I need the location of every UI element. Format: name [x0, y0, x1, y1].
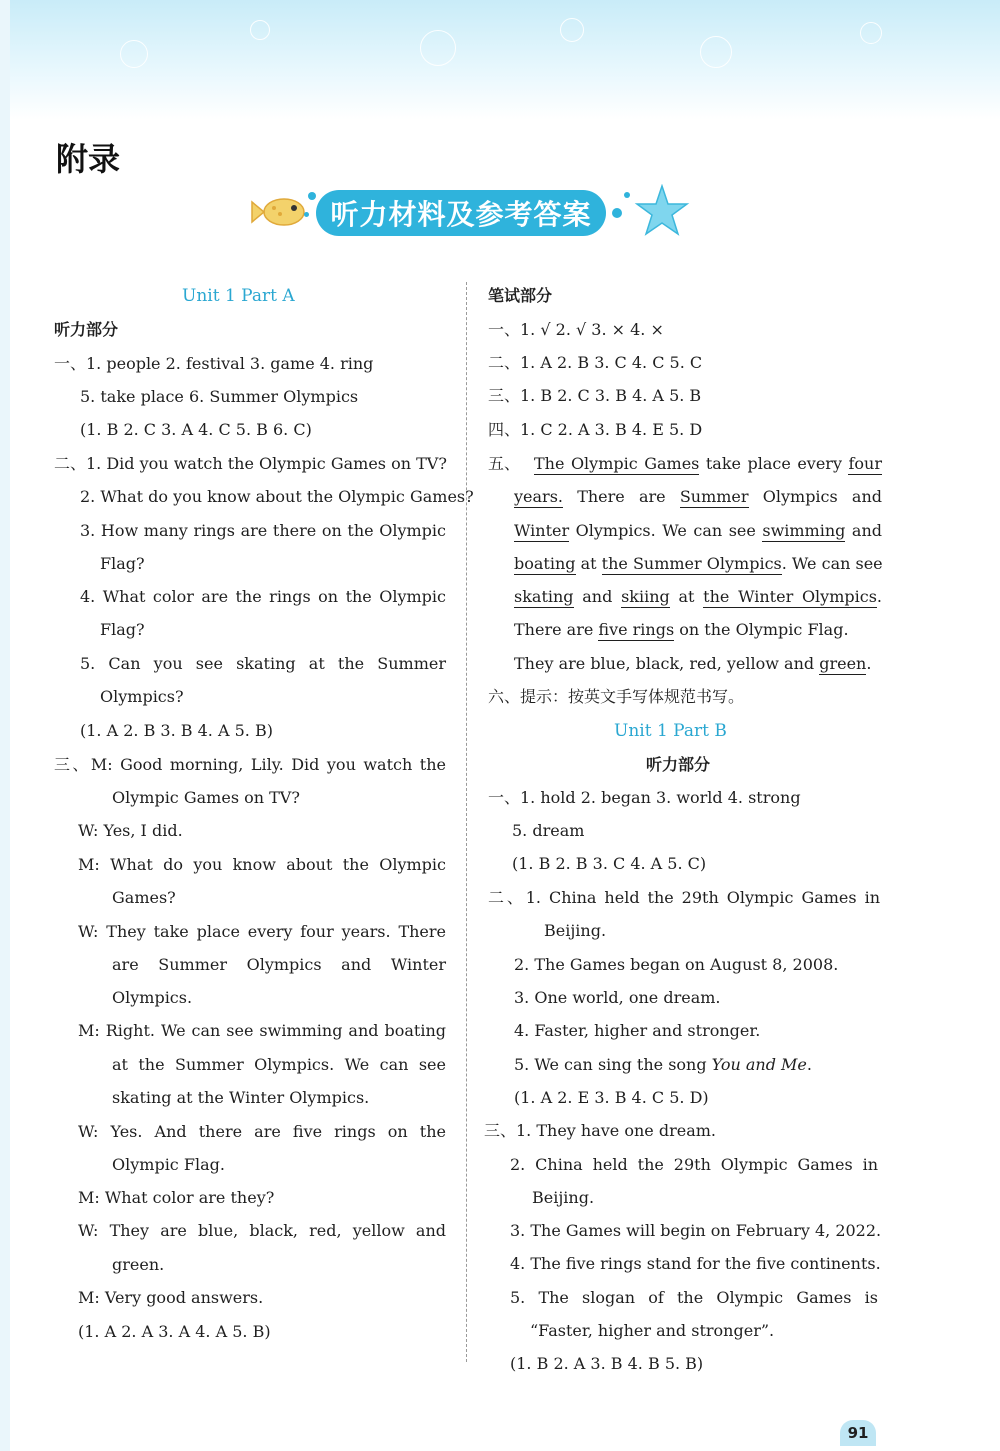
blank-answer: the Summer Olympics [601, 554, 782, 573]
text-fragment: take place every [699, 454, 849, 473]
answer-line: 一、1. hold 2. began 3. world 4. strong [488, 788, 801, 807]
answer-line: 一、1. √ 2. √ 3. × 4. × [488, 320, 664, 339]
dialogue-line: Olympic Games on TV? [112, 788, 300, 807]
blank-answer: five rings [598, 620, 675, 639]
blank-answer: skiing [621, 587, 670, 606]
text-fragment: and [845, 521, 882, 540]
decorative-dot [304, 212, 309, 217]
blank-answer: four [848, 454, 882, 473]
decorative-bubble [700, 36, 732, 68]
answer-line: 2. What do you know about the Olympic Games? [80, 487, 474, 506]
answer-line: Beijing. [544, 921, 607, 940]
header-band [0, 0, 1000, 120]
answer-line: 5. dream [512, 821, 585, 840]
fill-blank-line [534, 454, 882, 474]
dialogue-line: Olympic Flag. [112, 1155, 225, 1174]
text-fragment: . [876, 587, 883, 606]
answer-line: 二、1. China held the 29th Olympic Games in [488, 888, 880, 907]
dialogue-line: W: They take place every four years. There [78, 922, 446, 941]
blank-answer: boating [514, 554, 576, 573]
written-section-title: 笔试部分 [488, 286, 553, 305]
dialogue-line: 三、M: Good morning, Lily. Did you watch the [54, 755, 446, 774]
blank-answer: green [819, 654, 867, 673]
answer-line: (1. B 2. C 3. A 4. C 5. B 6. C) [80, 420, 312, 439]
answer-line: 3. One world, one dream. [514, 988, 721, 1007]
text-fragment: 5. We can sing the song [514, 1055, 712, 1074]
dialogue-line: M: Right. We can see swimming and boating [78, 1021, 446, 1040]
blank-answer: The Olympic Games [534, 454, 700, 473]
listening-section-title: 听力部分 [54, 320, 119, 339]
fill-blank-line [514, 487, 882, 507]
answer-line: “Faster, higher and stronger”. [530, 1321, 775, 1340]
answer-line: Flag? [100, 554, 145, 573]
text-fragment: There are [563, 487, 680, 506]
column-divider [466, 282, 467, 1362]
text-fragment: . [806, 1055, 812, 1074]
dialogue-line: M: What do you know about the Olympic [78, 855, 446, 874]
starfish-icon [634, 184, 690, 240]
answer-line: 一、1. people 2. festival 3. game 4. ring [54, 354, 374, 373]
banner-pill [316, 190, 606, 236]
answer-line: 三、1. They have one dream. [484, 1121, 717, 1140]
answer-line: (1. B 2. B 3. C 4. A 5. C) [512, 854, 707, 873]
fish-icon [250, 192, 310, 232]
answer-line: 5. Can you see skating at the Summer [80, 654, 446, 673]
answer-line: Flag? [100, 620, 145, 639]
decorative-bubble [250, 20, 270, 40]
fill-blank-line [514, 654, 871, 674]
text-fragment: at [669, 587, 704, 606]
answer-line: 四、1. C 2. A 3. B 4. E 5. D [488, 420, 703, 439]
text-fragment: on the Olympic Flag. [674, 620, 849, 639]
blank-answer: years. [514, 487, 563, 506]
text-fragment: Olympics. We can see [569, 521, 763, 540]
dialogue-line: skating at the Winter Olympics. [112, 1088, 370, 1107]
decorative-bubble [860, 22, 882, 44]
decorative-dot [308, 192, 316, 200]
text-fragment: at [575, 554, 602, 573]
dialogue-line: W: Yes, I did. [78, 821, 183, 840]
blank-answer: Winter [514, 521, 570, 540]
listening-section-title: 听力部分 [646, 755, 711, 774]
fill-blank-line [514, 554, 882, 574]
text-fragment: . [866, 654, 872, 673]
dialogue-line: W: They are blue, black, red, yellow and [78, 1221, 446, 1240]
dialogue-line: Games? [112, 888, 176, 907]
dialogue-line: M: What color are they? [78, 1188, 275, 1207]
text-fragment: and [573, 587, 622, 606]
dialogue-line: Olympics. [112, 988, 193, 1007]
dialogue-line: W: Yes. And there are five rings on the [78, 1122, 446, 1141]
answer-line: 二、1. Did you watch the Olympic Games on TV? [54, 454, 447, 473]
answer-line: 3. The Games will begin on February 4, 2022. [510, 1221, 882, 1240]
answer-line: 4. What color are the rings on the Olympic [80, 587, 446, 606]
unit-1-part-b-title: Unit 1 Part B [614, 721, 727, 741]
unit-1-part-a-title: Unit 1 Part A [182, 286, 295, 306]
blank-answer: skating [514, 587, 574, 606]
dialogue-line: M: Very good answers. [78, 1288, 264, 1307]
answer-line [514, 1055, 812, 1075]
answer-line: Olympics? [100, 687, 184, 706]
answer-line: 三、1. B 2. C 3. B 4. A 5. B [488, 386, 702, 405]
blank-answer: swimming [762, 521, 846, 540]
answer-line: (1. A 2. A 3. A 4. A 5. B) [78, 1322, 271, 1341]
answer-line: (1. A 2. E 3. B 4. C 5. D) [514, 1088, 709, 1107]
answer-line: 4. The five rings stand for the five continents. [510, 1254, 881, 1273]
decorative-bubble [560, 18, 584, 42]
answer-line: 二、1. A 2. B 3. C 4. C 5. C [488, 353, 703, 372]
answer-line: (1. A 2. B 3. B 4. A 5. B) [80, 721, 273, 740]
page-edge [0, 0, 10, 1451]
text-fragment: Olympics and [748, 487, 882, 506]
question-six-hint: 六、提示：按英文手写体规范书写。 [488, 687, 745, 706]
answer-line: 4. Faster, higher and stronger. [514, 1021, 761, 1040]
answer-line: 5. take place 6. Summer Olympics [80, 387, 359, 406]
question-five-label: 五、 [488, 454, 521, 473]
answer-line: 2. China held the 29th Olympic Games in [510, 1155, 878, 1174]
answer-line: 5. The slogan of the Olympic Games is [510, 1288, 878, 1307]
answer-line: 3. How many rings are there on the Olympic [80, 521, 446, 540]
dialogue-line: at the Summer Olympics. We can see [112, 1055, 446, 1074]
decorative-dot [624, 192, 630, 198]
answer-line: Beijing. [532, 1188, 595, 1207]
banner-text: 听力材料及参考答案 [330, 198, 592, 231]
fill-blank-line [514, 587, 882, 607]
dialogue-line: are Summer Olympics and Winter [112, 955, 446, 974]
page-number: 91 [840, 1420, 876, 1446]
answer-line: 2. The Games began on August 8, 2008. [514, 955, 839, 974]
text-fragment: . We can see [781, 554, 883, 573]
answer-line: (1. B 2. A 3. B 4. B 5. B) [510, 1354, 704, 1373]
decorative-bubble [120, 40, 148, 68]
decorative-bubble [420, 30, 456, 66]
appendix-title: 附录 [56, 140, 121, 178]
blank-answer: the Winter Olympics [703, 587, 877, 606]
song-title: You and Me [711, 1055, 807, 1074]
fill-blank-line [514, 620, 849, 640]
decorative-dot [612, 208, 622, 218]
section-banner [250, 182, 690, 242]
fill-blank-line [514, 521, 882, 541]
blank-answer: Summer [679, 487, 749, 506]
text-fragment: They are blue, black, red, yellow and [514, 654, 820, 673]
text-fragment: There are [514, 620, 599, 639]
dialogue-line: green. [112, 1255, 165, 1274]
